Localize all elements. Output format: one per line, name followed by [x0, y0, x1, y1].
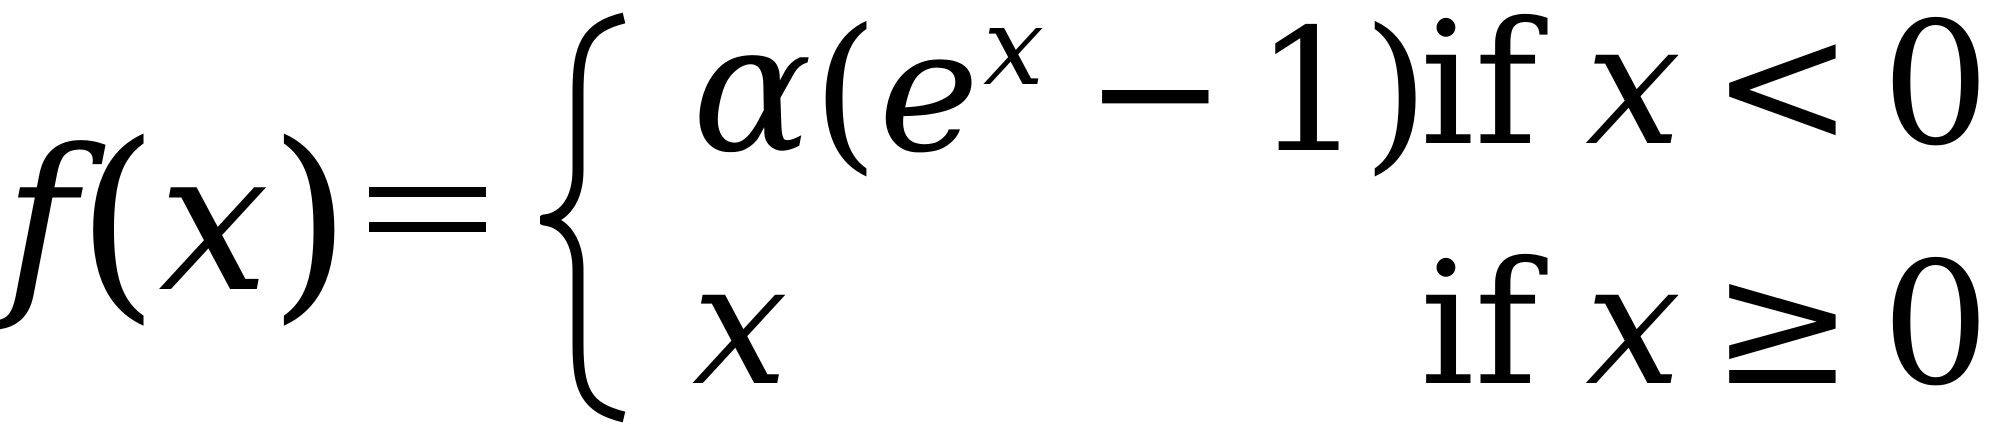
case-1-expression [692, 0, 1430, 192]
function-name: f [4, 108, 77, 336]
exponential-base: e [878, 0, 980, 191]
lhs-close-paren: ) [269, 98, 351, 343]
lhs-variable: x [158, 108, 270, 336]
case-2-condition [1420, 226, 1990, 424]
constant-one: 1 [1254, 0, 1363, 191]
case-1-open-paren: ( [812, 0, 879, 191]
condition-value: 0 [1881, 0, 1990, 184]
minus-sign: − [1084, 0, 1227, 191]
if-keyword: if [1420, 0, 1538, 184]
exponent-variable: x [983, 0, 1045, 110]
if-keyword: if [1420, 226, 1538, 424]
lhs-open-paren: ( [76, 98, 159, 343]
condition-variable: x [1585, 0, 1682, 184]
case-1-condition [1420, 0, 1990, 184]
condition-value: 0 [1881, 226, 1990, 424]
greater-equal-operator: ≥ [1711, 226, 1854, 424]
function-lhs [4, 98, 351, 343]
identity-variable: x [692, 226, 788, 424]
case-1-close-paren: ) [1362, 0, 1430, 191]
less-than-operator: < [1711, 0, 1854, 184]
alpha-symbol: α [692, 0, 813, 192]
equals-sign [369, 187, 486, 232]
case-2-expression [692, 226, 788, 424]
condition-variable: x [1585, 226, 1682, 424]
left-brace [540, 10, 630, 425]
